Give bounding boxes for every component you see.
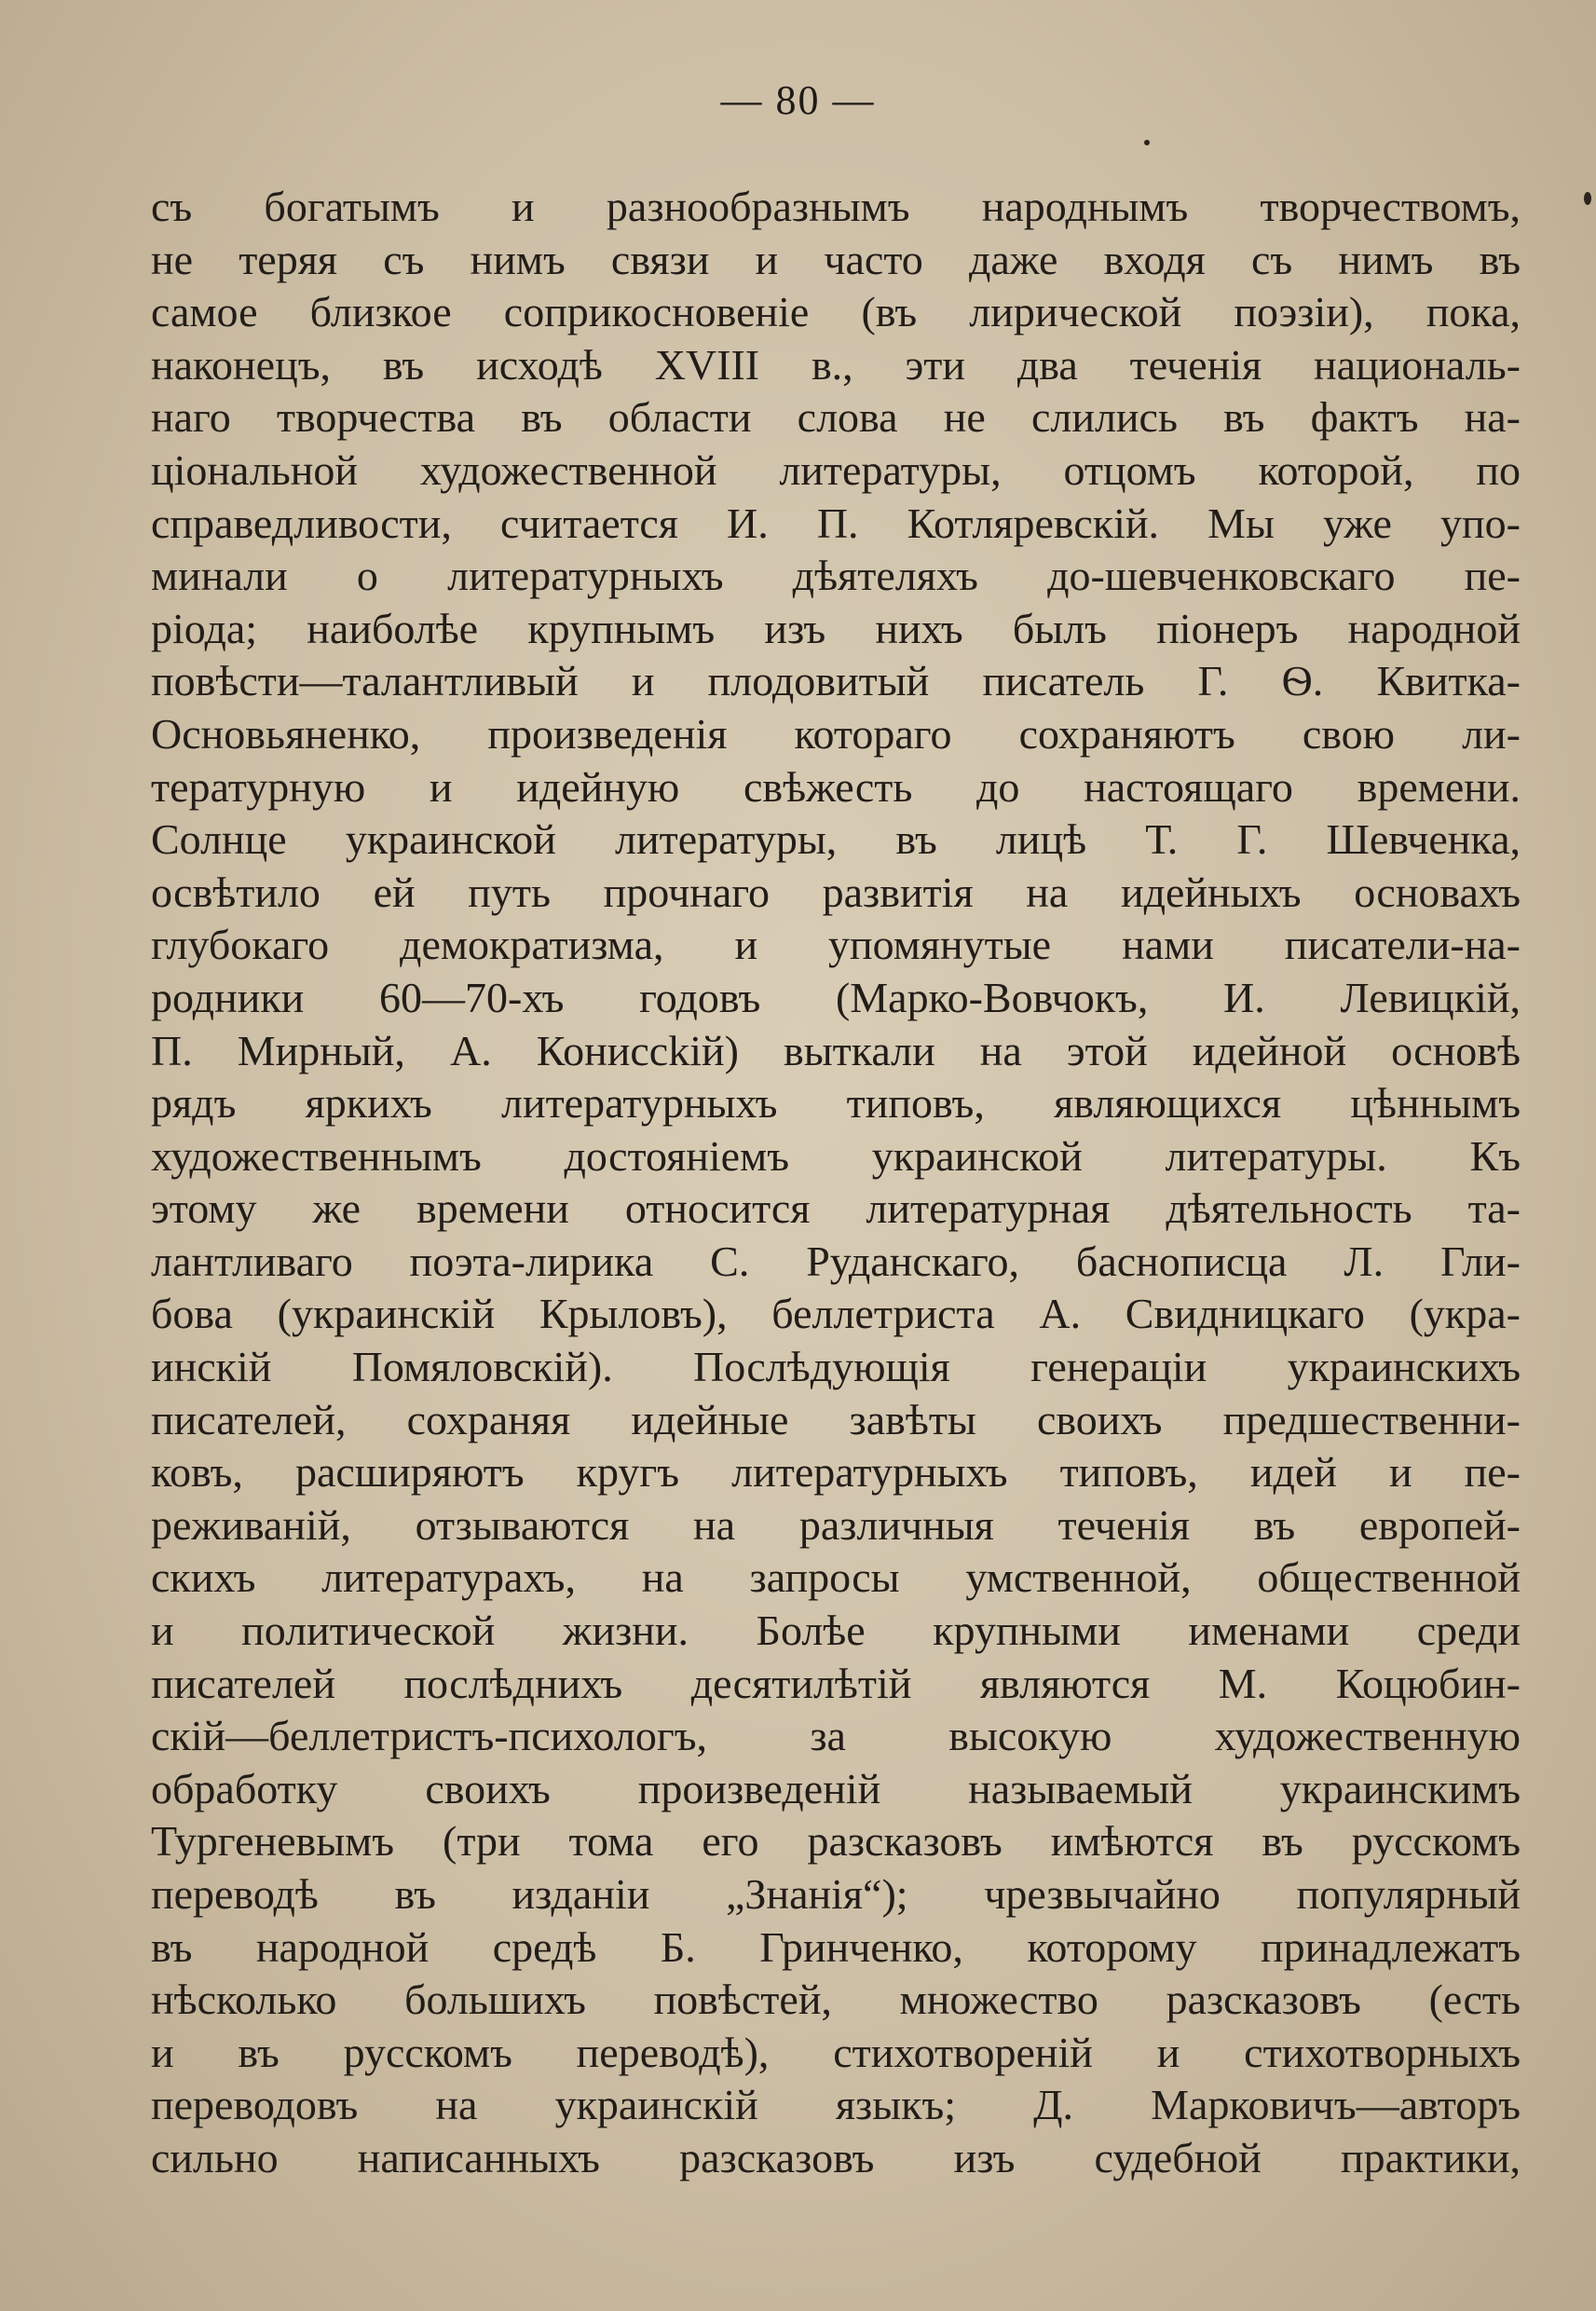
text-line: наконецъ, въ исходѣ XVIII в., эти два теченія националь- — [151, 340, 1521, 389]
text-line: художественнымъ достояніемъ украинской литературы. Къ — [151, 1131, 1521, 1180]
page-number: — 80 — — [720, 77, 876, 123]
text-line: тературную и идейную свѣжесть до настоящаго времени. — [151, 762, 1521, 811]
text-line: освѣтило ей путь прочнаго развитія на идейныхъ основахъ — [151, 868, 1521, 916]
text-line: минали о литературныхъ дѣятеляхъ до-шевченковскаго пе- — [151, 552, 1521, 600]
text-line: переводовъ на украинскій языкъ; Д. Марковичъ—авторъ — [151, 2081, 1521, 2129]
ink-speck — [1584, 192, 1591, 205]
text-line: самое близкое соприкосновеніе (въ лирической поэзіи), пока, — [151, 288, 1521, 336]
text-line: П. Мирный, А. Кониссkій) выткали на этой идейной основѣ — [151, 1026, 1521, 1074]
text-line: этому же времени относится литературная дѣятельность та- — [151, 1184, 1521, 1233]
text-line: скій—беллетристъ-психологъ, за высокую художественную — [151, 1712, 1521, 1760]
text-line: повѣсти—талантливый и плодовитый писатель Г. Ѳ. Квитка- — [151, 657, 1521, 705]
text-line: рядъ яркихъ литературныхъ типовъ, являющихся цѣннымъ — [151, 1079, 1521, 1128]
text-line: и политической жизни. Болѣе крупными именами среди — [151, 1607, 1521, 1655]
text-line: въ народной средѣ Б. Гринченко, которому принадлежатъ — [151, 1922, 1521, 1971]
text-line: писателей послѣднихъ десятилѣтій являются М. Коцюбин- — [151, 1659, 1521, 1707]
text-line: глубокаго демократизма, и упомянутые нами писатели-на- — [151, 921, 1521, 969]
ink-speck — [1144, 140, 1150, 145]
text-line: ріода; наиболѣе крупнымъ изъ нихъ былъ піонеръ народной — [151, 604, 1521, 652]
text-line: реживаній, отзываются на различныя теченія въ европей- — [151, 1500, 1521, 1549]
body-text — [151, 181, 1521, 2185]
text-line: сильно написанныхъ разсказовъ изъ судебной практики, — [151, 2133, 1521, 2181]
text-line: съ богатымъ и разнообразнымъ народнымъ творчествомъ, — [151, 183, 1521, 230]
text-line: родники 60—70-хъ годовъ (Марко-Вовчокъ, И. Левицкій, — [151, 973, 1521, 1021]
text-line: инскій Помяловскій). Послѣдующія генераціи украинскихъ — [151, 1343, 1521, 1391]
text-line: бова (украинскій Крыловъ), беллетриста А. Свидницкаго (укра- — [151, 1290, 1521, 1338]
text-line: не теряя съ нимъ связи и часто даже входя съ нимъ въ — [151, 235, 1521, 283]
text-line: Солнце украинской литературы, въ лицѣ Т. Г. Шевченка, — [151, 815, 1521, 864]
text-line: нѣсколько большихъ повѣстей, множество разсказовъ (есть — [151, 1976, 1521, 2024]
text-line: ціональной художественной литературы, отцомъ которой, по — [151, 445, 1521, 494]
text-line: и въ русскомъ переводѣ), стихотвореній и стихотворныхъ — [151, 2028, 1521, 2076]
text-line: писателей, сохраняя идейные завѣты своихъ предшественни- — [151, 1395, 1521, 1443]
text-line: Основьяненко, произведенія котораго сохраняютъ свою ли- — [151, 709, 1521, 758]
text-line: Тургеневымъ (три тома его разсказовъ имѣются въ русскомъ — [151, 1817, 1521, 1866]
text-line: лантливаго поэта-лирика С. Руданскаго, баснописца Л. Гли- — [151, 1237, 1521, 1285]
text-line: справедливости, считается И. П. Котляревскій. Мы уже упо- — [151, 499, 1521, 547]
text-line: переводѣ въ изданіи „Знанія“); чрезвычайно популярный — [151, 1870, 1521, 1918]
text-line: ковъ, расширяютъ кругъ литературныхъ типовъ, идей и пе- — [151, 1448, 1521, 1497]
text-line: наго творчества въ области слова не слились въ фактъ на- — [151, 393, 1521, 442]
text-line: скихъ литературахъ, на запросы умственной, общественной — [151, 1553, 1521, 1602]
text-line: обработку своихъ произведеній называемый украинскимъ — [151, 1764, 1521, 1812]
